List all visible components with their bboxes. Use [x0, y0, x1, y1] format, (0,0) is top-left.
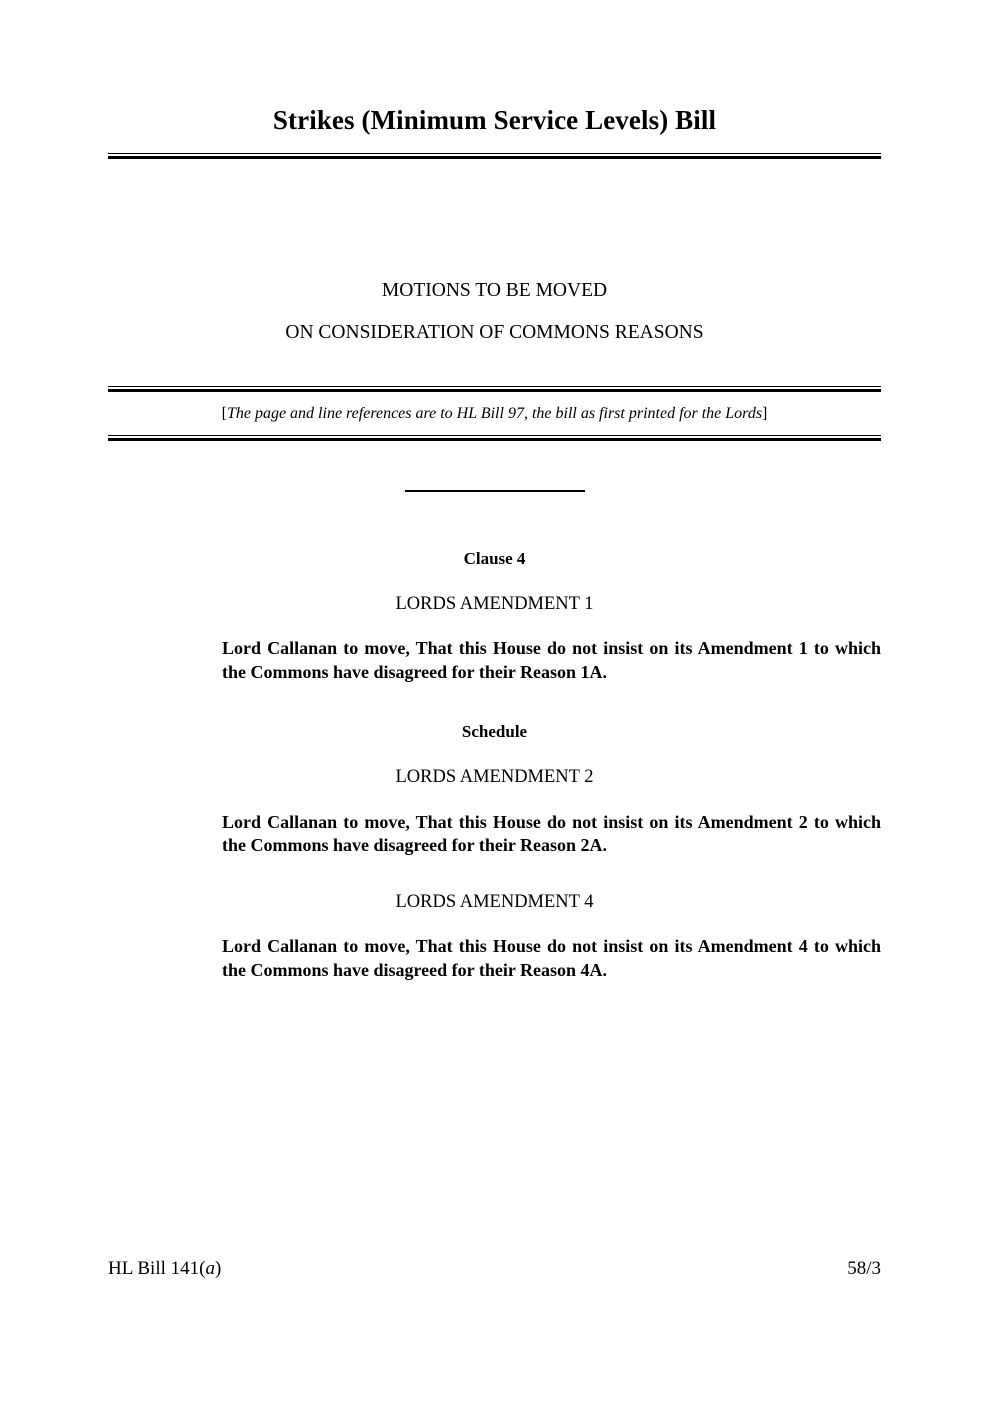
bill-number-italic-suffix: a	[205, 1258, 215, 1279]
spacer-before-schedule	[108, 685, 881, 722]
motions-heading-block	[108, 281, 881, 342]
motions-heading-line-1: MOTIONS TO BE MOVED	[381, 280, 608, 302]
section-heading-clause-4: Clause 4	[463, 548, 526, 568]
spacer	[108, 913, 881, 935]
bill-number	[108, 1258, 221, 1280]
motions-heading-line-2: ON CONSIDERATION OF COMMONS REASONS	[285, 321, 704, 343]
amendment-label-2: LORDS AMENDMENT 2	[395, 767, 594, 788]
short-divider	[405, 490, 585, 492]
page-reference: 58/3	[847, 1258, 881, 1279]
amendment-label-4: LORDS AMENDMENT 4	[395, 892, 594, 913]
reference-note-open-bracket: [	[221, 405, 227, 423]
page-footer	[108, 1258, 881, 1280]
spacer	[108, 615, 881, 637]
spacer	[108, 742, 881, 766]
section-amendment-4	[108, 891, 881, 983]
title-divider	[108, 153, 881, 159]
motion-text-4: Lord Callanan to move, That this House do not insist on its Amendment 4 to which the Commons have disagreed for their Reason 4A.	[222, 936, 881, 980]
note-bottom-rule-thick	[108, 438, 881, 441]
spacer	[108, 569, 881, 593]
spacer-before-amendment-4	[108, 858, 881, 891]
bill-number-close-paren: )	[214, 1258, 222, 1279]
motion-text-2: Lord Callanan to move, That this House do not insist on its Amendment 2 to which the Commons have disagreed for their Reason 2A.	[222, 811, 881, 856]
section-schedule	[108, 722, 881, 858]
document-page	[108, 0, 881, 1403]
bill-number-prefix: HL Bill 141(	[108, 1258, 206, 1279]
section-clause-4	[108, 549, 881, 685]
section-heading-schedule: Schedule	[461, 721, 528, 741]
reference-note-close-bracket: ]	[762, 405, 768, 423]
spacer	[108, 789, 881, 811]
motion-text-1: Lord Callanan to move, That this House do not insist on its Amendment 1 to which the Commons have disagreed for their Reason 1A.	[222, 638, 881, 683]
reference-note-block	[108, 386, 881, 441]
reference-note	[108, 392, 881, 435]
amendment-label-1: LORDS AMENDMENT 1	[395, 594, 594, 615]
page-title: Strikes (Minimum Service Levels) Bill	[272, 105, 717, 135]
reference-note-text: The page and line references are to HL Bill 97, the bill as first printed for the Lords	[226, 405, 763, 423]
spacer-before-clause-4	[108, 492, 881, 549]
title-rule-thick	[108, 156, 881, 159]
